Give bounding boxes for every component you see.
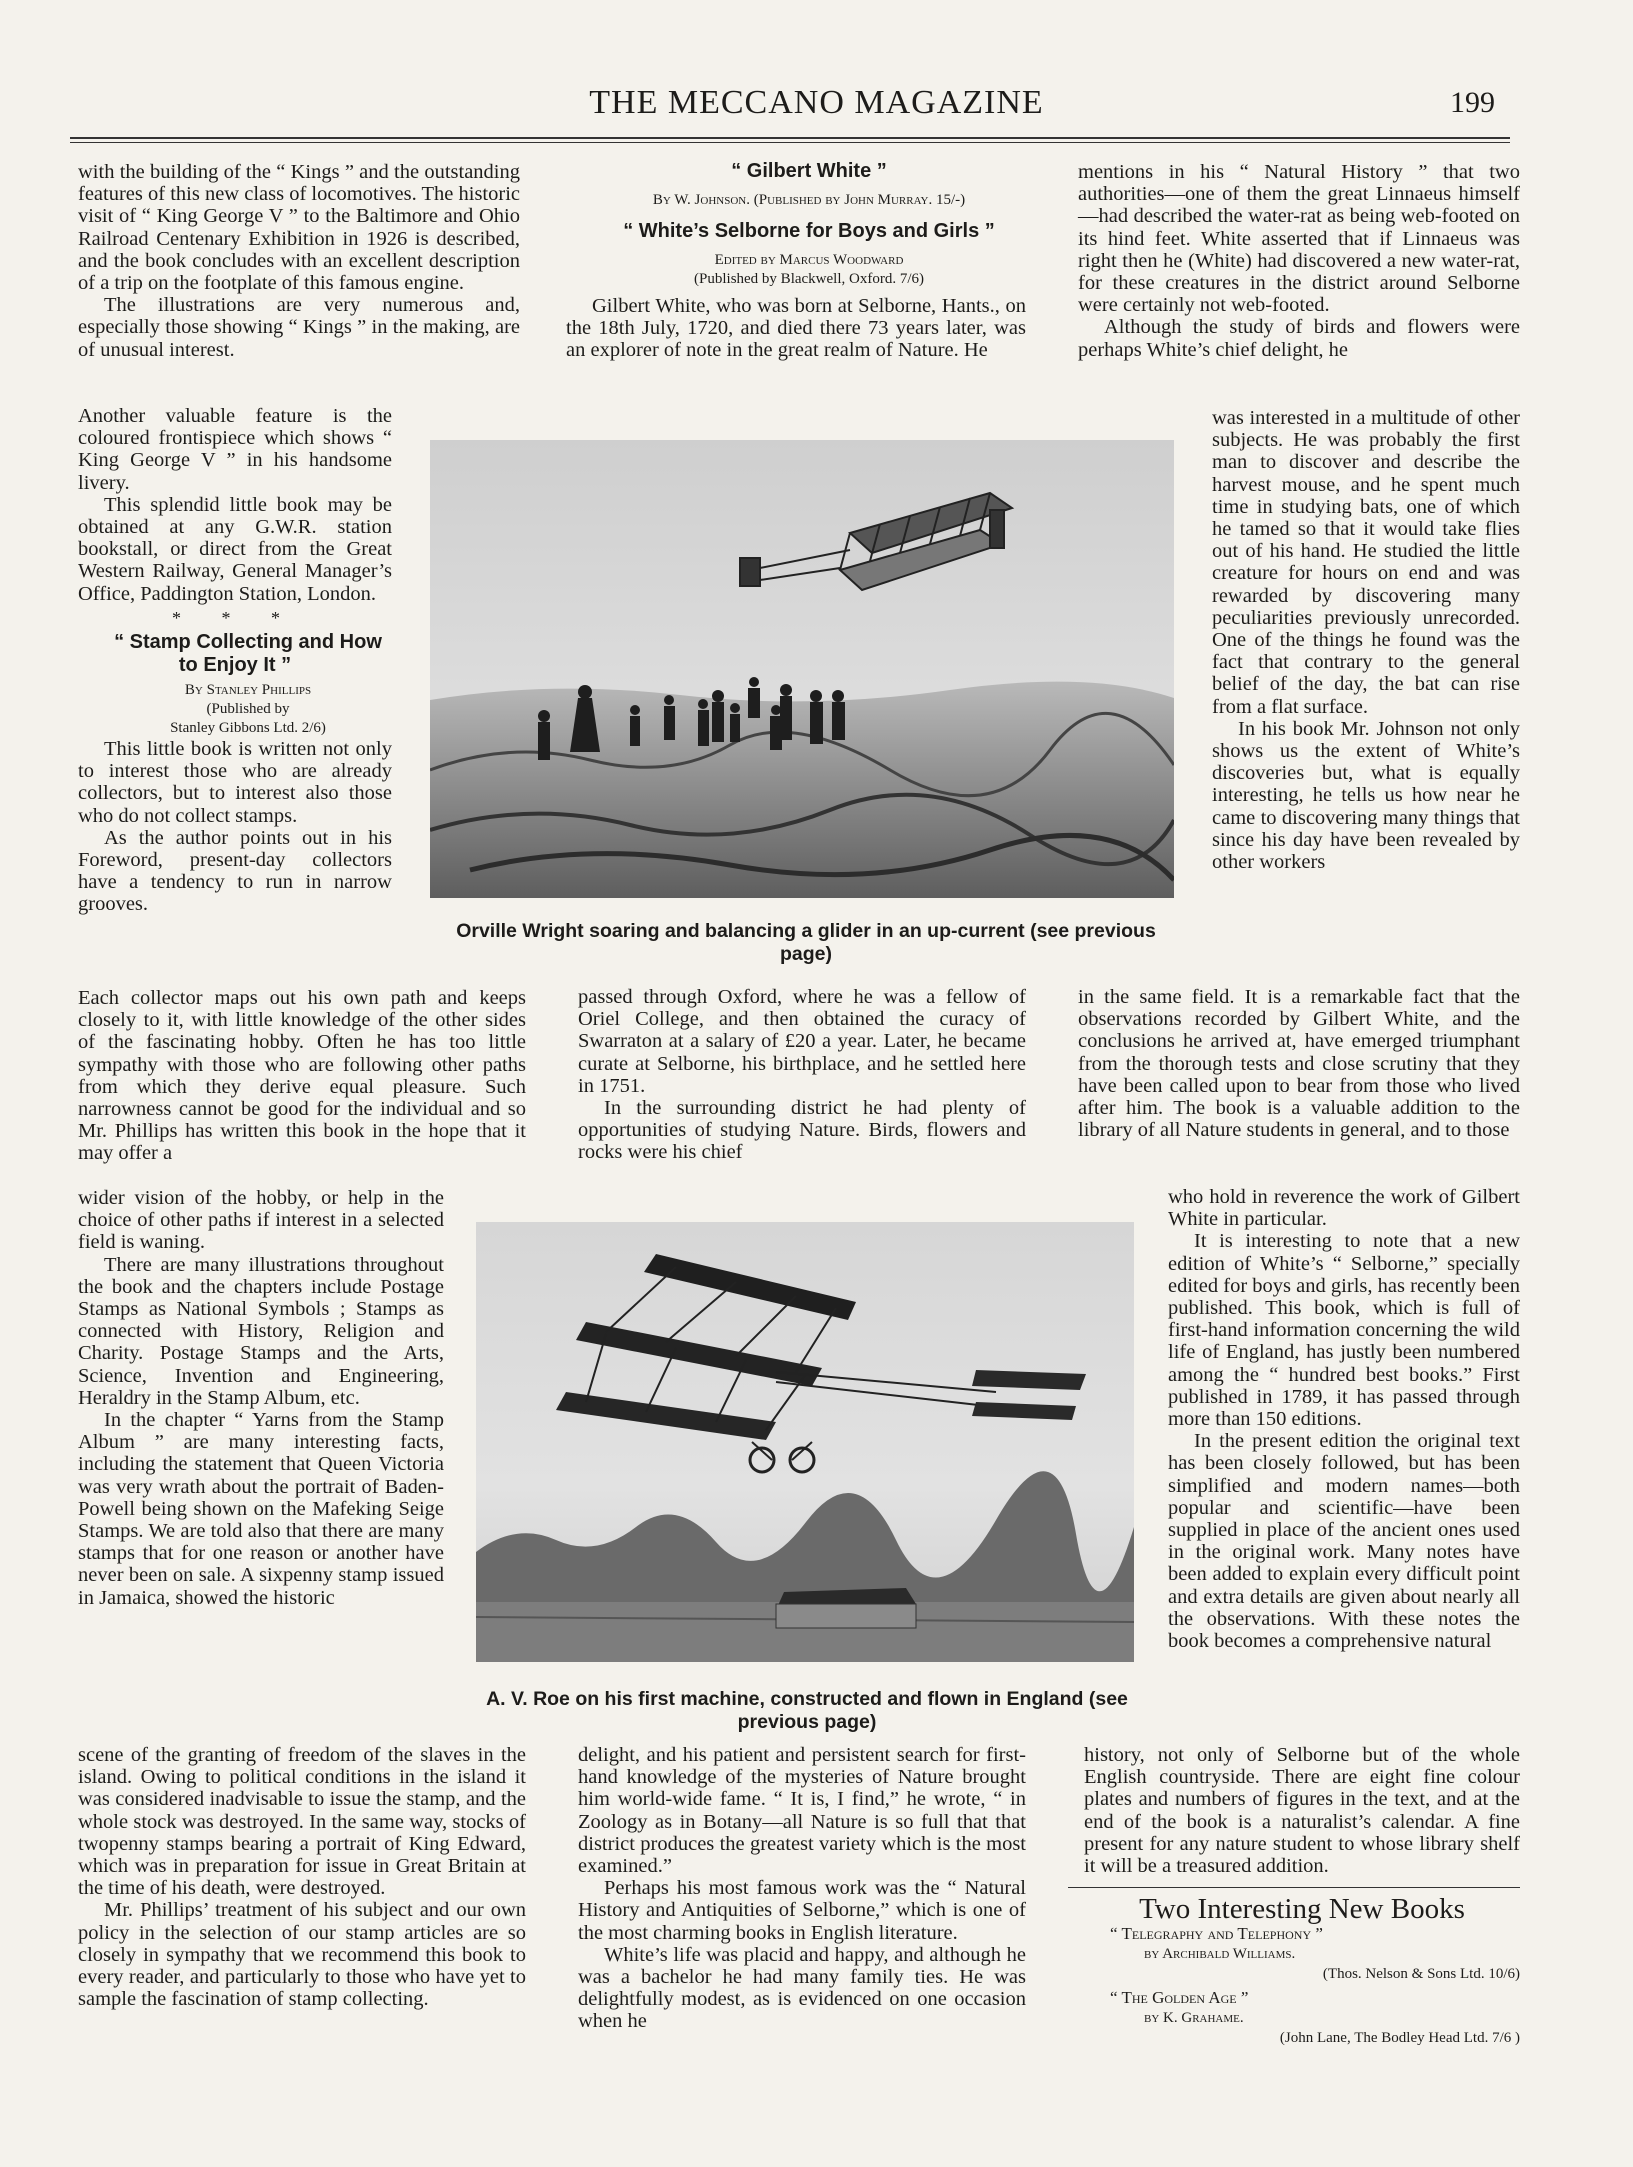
- book-byline: By Stanley Phillips: [184, 682, 312, 699]
- triplane-photo-image: [476, 1222, 1134, 1662]
- paragraph: was interested in a multitude of other subjects. He was probably the first man to discover and describe the harvest mouse, and he spent much time in studying bats, one of which he tamed so that it would take flies out of his hand. He studied the little creature for hours on end and was rewarded by discovering many peculiarities previously unrecorded. One of the things he found was the fact that contrary to the general belief of the day, the bat can rise from a flat surface.: [1212, 407, 1520, 718]
- book-title: “ The Golden Age ”: [1110, 1988, 1249, 2008]
- book-publisher: (Published by Blackwell, Oxford. 7/6): [694, 271, 924, 287]
- paragraph: wider vision of the hobby, or help in the choice of other paths if interest in a selected field is waning.: [78, 1187, 444, 1254]
- glider-photo: [430, 440, 1174, 898]
- glider-photo-caption: Orville Wright soaring and balancing a glider in an up-current (see previous page): [456, 920, 1156, 965]
- section-rule: [1068, 1887, 1520, 1888]
- column-1-top: [78, 161, 520, 361]
- paragraph: with the building of the “ Kings ” and the outstanding features of this new class of locomotives. The historic visit of “ King George V ” to the Baltimore and Ohio Railroad Centenary Exhibition in 1926 is described, and the book concludes with an excellent description of a trip on the footplate of this famous engine.: [78, 161, 520, 295]
- paragraph: who hold in reverence the work of Gilbert White in particular.: [1168, 1186, 1520, 1231]
- book-byline: Edited by Marcus Woodward: [714, 252, 904, 268]
- paragraph: In the chapter “ Yarns from the Stamp Album ” are many interesting facts, including the statement that Queen Victoria was very wrath about the portrait of Baden-Powell being shown on the Mafeking Seige Stamps. We are told also that there are many stamps that for one reason or another have never been on sale. A sixpenny stamp issued in Jamaica, showed the historic: [78, 1409, 444, 1609]
- column-3-narrow-2: [1168, 1186, 1520, 1652]
- section-divider-stars: * * *: [172, 607, 298, 628]
- paragraph: As the author points out in his Foreword, present-day collectors have a tendency to run in narrow grooves.: [78, 826, 392, 916]
- column-3-wide: [1078, 986, 1520, 1141]
- glider-photo-image: [430, 440, 1174, 898]
- magazine-title: THE MECCANO MAGAZINE: [589, 84, 1044, 121]
- book-publisher: (Thos. Nelson & Sons Ltd. 10/6): [1322, 1966, 1520, 1983]
- column-2-top: [566, 160, 1026, 362]
- column-2-middle: [578, 986, 1026, 1164]
- paragraph: In the present edition the original text has been closely followed, but has been simplified and modern names—both popular and scientific—have been supplied in place of the ancient ones used in the original work. Many notes have been added to explain every difficult point and extra details are given about nearly all the observations. With these notes the book becomes a comprehensive natural: [1168, 1430, 1520, 1653]
- book-publisher: (Published by: [206, 701, 290, 718]
- column-3-top: [1078, 161, 1520, 361]
- section-title: Two Interesting New Books: [1139, 1893, 1465, 1926]
- paragraph: Perhaps his most famous work was the “ Natural History and Antiquities of Selborne,” which is one of the most charming books in English literature.: [578, 1877, 1026, 1944]
- paragraph: This little book is written not only to interest those who are already collectors, but to interest also those who do not collect stamps.: [78, 738, 392, 827]
- column-2-bottom: [578, 1744, 1026, 2033]
- triplane-photo: [476, 1222, 1134, 1662]
- book-title: “ Stamp Collecting and How to Enjoy It ”: [114, 631, 382, 677]
- paragraph: mentions in his “ Natural History ” that two authorities—one of them the great Linnaeus himself—had described the water-rat as being web-footed on its hind feet. White asserted that if Linnaeus was right then he (White) had discovered a new water-rat, for these creatures in the district around Selborne were certainly not web-footed.: [1078, 161, 1520, 317]
- paragraph: Each collector maps out his own path and keeps closely to it, with little knowledge of the other sides of the fascinating hobby. Often he has too little sympathy with those who are following other paths from which they derive equal pleasure. Such narrowness cannot be good for the individual and so Mr. Phillips has written this book in the hope that it may offer a: [78, 987, 526, 1165]
- book-byline: By W. Johnson. (Published by John Murray. 15/-): [652, 192, 966, 208]
- page-number: 199: [1450, 86, 1495, 119]
- header-rule: [70, 137, 1510, 143]
- book-publisher: (John Lane, The Bodley Head Ltd. 7/6 ): [1279, 2030, 1520, 2047]
- paragraph: history, not only of Selborne but of the whole English countryside. There are eight fine colour plates and numbers of figures in the text, and at the end of the book is a naturalist’s calendar. A fine present for any nature student to whose library shelf it will be a treasured addition.: [1084, 1744, 1520, 1878]
- paragraph: Although the study of birds and flowers were perhaps White’s chief delight, he: [1078, 316, 1520, 361]
- column-1-narrow: [78, 405, 392, 916]
- column-1-bottom: [78, 1744, 526, 2010]
- paragraph: White’s life was placid and happy, and although he was a bachelor he had many family ties. He was delightfully modest, as is evidenced on one occasion when he: [578, 1943, 1026, 2033]
- triplane-photo-caption: A. V. Roe on his first machine, constructed and flown in England (see previous page): [486, 1688, 1128, 1733]
- paragraph: The illustrations are very numerous and, especially those showing “ Kings ” in the making, are of unusual interest.: [78, 294, 520, 361]
- paragraph: Mr. Phillips’ treatment of his subject and our own policy in the selection of our stamp articles are so closely in sympathy that we recommend this book to every reader, and particularly to those who have yet to sample the fascination of stamp collecting.: [78, 1899, 526, 2011]
- paragraph: Another valuable feature is the coloured frontispiece which shows “ King George V ” in his handsome livery.: [78, 405, 392, 494]
- paragraph: It is interesting to note that a new edition of White’s “ Selborne,” specially edited for boys and girls, has recently been published. This book, which is full of first-hand information concerning the wild life of England, has justly been numbered among the “ hundred best books.” First published in 1789, it has passed through more than 150 editions.: [1168, 1230, 1520, 1431]
- book-author: by K. Grahame.: [1144, 2010, 1244, 2027]
- book-title: “ Telegraphy and Telephony ”: [1110, 1924, 1323, 1944]
- paragraph: There are many illustrations throughout the book and the chapters include Postage Stamps as National Symbols ; Stamps as connected with History, Religion and Charity. Postage Stamps and the Arts, Science, Invention and Engineering, Heraldry in the Stamp Album, etc.: [78, 1253, 444, 1409]
- paragraph: In his book Mr. Johnson not only shows us the extent of White’s discoveries but, what is equally interesting, he tells us how near he came to discovering many things that since his day have been revealed by other workers: [1212, 717, 1520, 874]
- paragraph: in the same field. It is a remarkable fact that the observations recorded by Gilbert White, and the conclusions he arrived at, have emerged triumphant from the thorough tests and close scrutiny that they have been called upon to bear from those who lived after him. The book is a valuable addition to the library of all Nature students in general, and to those: [1078, 986, 1520, 1142]
- paragraph: Gilbert White, who was born at Selborne, Hants., on the 18th July, 1720, and died there 73 years later, was an explorer of note in the great realm of Nature. He: [566, 295, 1026, 362]
- paragraph: In the surrounding district he had plenty of opportunities of studying Nature. Birds, flowers and rocks were his chief: [578, 1097, 1026, 1164]
- book-publisher: Stanley Gibbons Ltd. 2/6): [170, 720, 326, 737]
- paragraph: passed through Oxford, where he was a fellow of Oriel College, and then obtained the curacy of Swarraton at a salary of £20 a year. Later, he became curate at Selborne, his birthplace, and he settled here in 1751.: [578, 986, 1026, 1097]
- column-1-wide: [78, 987, 526, 1165]
- paragraph: This splendid little book may be obtained at any G.W.R. station bookstall, or direct from the Great Western Railway, General Manager’s Office, Paddington Station, London.: [78, 493, 392, 605]
- book-title: “ Gilbert White ”: [731, 160, 887, 182]
- paragraph: delight, and his patient and persistent search for first-hand knowledge of the mysteries of Nature brought him world-wide fame. “ It is, I find,” he wrote, “ in Zoology as in Botany—all Nature is so full that that district produces the greatest variety which is the most examined.”: [578, 1744, 1026, 1878]
- column-1-narrow-2: [78, 1187, 444, 1609]
- column-3-narrow: [1212, 407, 1520, 873]
- column-3-bottom: [1084, 1744, 1520, 2048]
- book-title: “ White’s Selborne for Boys and Girls ”: [623, 220, 995, 242]
- paragraph: scene of the granting of freedom of the slaves in the island. Owing to political conditions in the island it was considered inadvisable to issue the stamp, and the whole stock was destroyed. In the same way, stocks of twopenny stamps bearing a portrait of King Edward, which was in preparation for issue in Great Britain at the time of his death, were destroyed.: [78, 1744, 526, 1900]
- book-author: by Archibald Williams.: [1144, 1946, 1296, 1963]
